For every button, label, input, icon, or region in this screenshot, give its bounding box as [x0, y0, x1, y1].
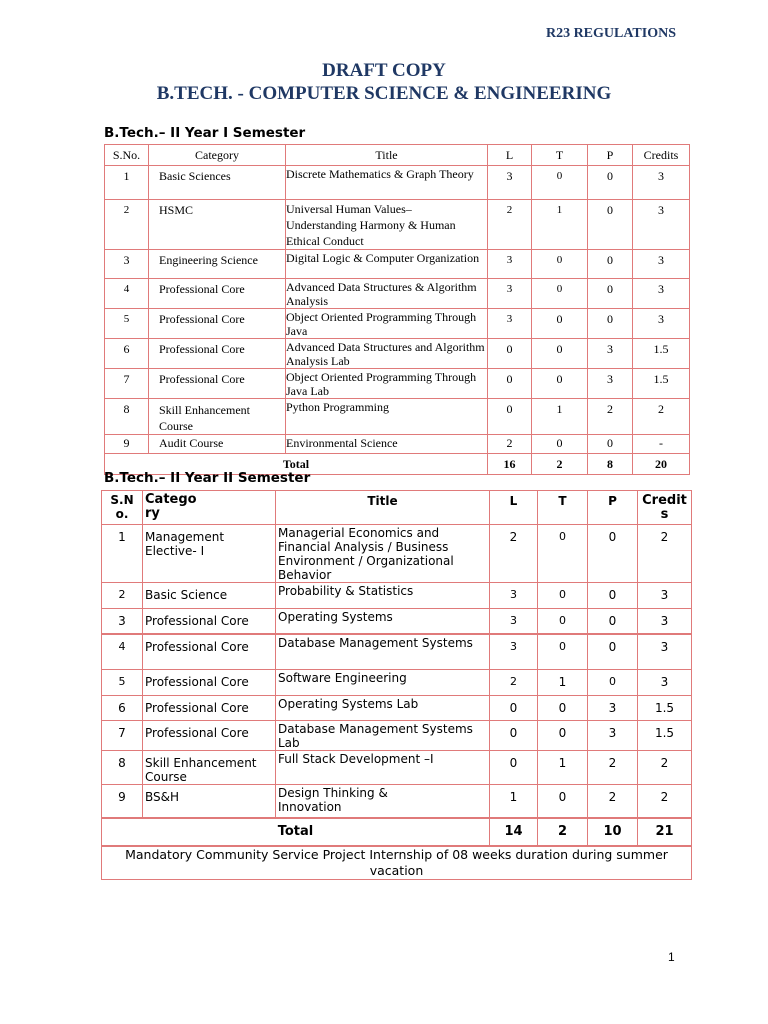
col-credits: Credits [638, 491, 692, 525]
sno-cell: 6 [105, 339, 149, 369]
t-cell: 0 [538, 696, 588, 721]
note-row [102, 846, 692, 880]
l-cell: 1 [490, 785, 538, 818]
sno-cell: 2 [105, 200, 149, 250]
sno-cell: 9 [102, 785, 143, 818]
semester-2-table [101, 490, 692, 880]
semester-1-heading: B.Tech.– II Year I Semester [104, 125, 306, 141]
credits-cell: 2 [633, 399, 690, 435]
table-header-row [102, 491, 692, 525]
category-cell: Professional Core [143, 609, 276, 634]
credits-cell: 1.5 [638, 696, 692, 721]
category-cell: Management Elective- I [143, 525, 276, 583]
table-row [105, 309, 690, 339]
sno-cell: 3 [102, 609, 143, 634]
l-cell: 0 [490, 721, 538, 751]
l-cell: 3 [490, 609, 538, 634]
sno-cell: 1 [105, 166, 149, 200]
sno-cell: 5 [102, 670, 143, 696]
credits-cell: 2 [638, 785, 692, 818]
l-cell: 2 [490, 670, 538, 696]
p-cell: 3 [588, 721, 638, 751]
t-cell: 0 [538, 583, 588, 609]
title-cell: Discrete Mathematics & Graph Theory [286, 166, 488, 200]
title-cell: Managerial Economics and Financial Analysis / Business Environment / Organizational Behavior [276, 525, 490, 583]
col-category [143, 491, 276, 525]
title-cell: Probability & Statistics [276, 583, 490, 609]
p-cell: 3 [588, 339, 633, 369]
t-cell: 0 [538, 721, 588, 751]
total-p: 8 [588, 454, 633, 475]
l-cell: 0 [488, 399, 532, 435]
title-cell: Advanced Data Structures & Algorithm Analysis [286, 279, 488, 309]
l-cell: 0 [488, 339, 532, 369]
credits-cell: 1.5 [633, 369, 690, 399]
credits-cell: 3 [633, 166, 690, 200]
category-cell: HSMC [149, 200, 286, 250]
p-cell: 0 [588, 166, 633, 200]
col-credits: Credits [633, 145, 690, 166]
sno-cell: 7 [105, 369, 149, 399]
table-header-row [105, 145, 690, 166]
table-row [102, 609, 692, 634]
t-cell: 0 [532, 309, 588, 339]
title-cell: Operating Systems Lab [276, 696, 490, 721]
total-credits: 20 [633, 454, 690, 475]
p-cell: 0 [588, 670, 638, 696]
sno-cell: 1 [102, 525, 143, 583]
category-cell: BS&H [143, 785, 276, 818]
category-cell: Professional Core [149, 369, 286, 399]
total-l: 16 [488, 454, 532, 475]
category-cell: Basic Sciences [149, 166, 286, 200]
table-row [105, 166, 690, 200]
title-cell [276, 785, 490, 818]
sno-cell: 8 [102, 751, 143, 785]
l-cell: 0 [488, 369, 532, 399]
table-row [105, 279, 690, 309]
table-row [105, 399, 690, 435]
sno-cell: 5 [105, 309, 149, 339]
t-cell: 1 [538, 670, 588, 696]
credits-cell: 1.5 [633, 339, 690, 369]
t-cell: 0 [532, 250, 588, 279]
col-t: T [532, 145, 588, 166]
p-cell: 2 [588, 785, 638, 818]
l-cell: 2 [488, 200, 532, 250]
col-category: Category [149, 145, 286, 166]
sno-cell: 8 [105, 399, 149, 435]
category-cell: Professional Core [143, 696, 276, 721]
t-cell: 0 [532, 435, 588, 454]
title-cell: Universal Human Values– Understanding Harmony & Human Ethical Conduct [286, 200, 488, 250]
p-cell: 0 [588, 200, 633, 250]
credits-cell: 3 [638, 670, 692, 696]
table-row [105, 339, 690, 369]
category-cell: Professional Core [149, 279, 286, 309]
p-cell: 0 [588, 583, 638, 609]
l-cell: 3 [488, 166, 532, 200]
p-cell: 0 [588, 250, 633, 279]
category-cell: Professional Core [143, 670, 276, 696]
sno-cell: 4 [102, 634, 143, 670]
internship-note: Mandatory Community Service Project Internship of 08 weeks duration during summer vacation [102, 846, 692, 880]
sno-cell: 3 [105, 250, 149, 279]
draft-copy-title: DRAFT COPY [322, 60, 446, 81]
credits-cell: 2 [638, 525, 692, 583]
credits-cell: 3 [638, 583, 692, 609]
l-cell: 2 [490, 525, 538, 583]
total-label: Total [102, 818, 490, 846]
total-l: 14 [490, 818, 538, 846]
table-row [105, 369, 690, 399]
title-cell: Object Oriented Programming Through Java [286, 309, 488, 339]
sno-cell: 4 [105, 279, 149, 309]
col-t: T [538, 491, 588, 525]
semester-1-table [104, 144, 690, 475]
t-cell: 0 [538, 525, 588, 583]
table-row [102, 751, 692, 785]
credits-cell: 1.5 [638, 721, 692, 751]
p-cell: 0 [588, 634, 638, 670]
table-row [102, 670, 692, 696]
table-row [102, 583, 692, 609]
credits-cell: 3 [633, 200, 690, 250]
t-cell: 1 [538, 751, 588, 785]
total-credits: 21 [638, 818, 692, 846]
total-p: 10 [588, 818, 638, 846]
col-title: Title [286, 145, 488, 166]
col-p: P [588, 145, 633, 166]
title-cell: Advanced Data Structures and Algorithm Analysis Lab [286, 339, 488, 369]
title-cell-text: Design Thinking & Innovation [278, 786, 388, 814]
l-cell: 2 [488, 435, 532, 454]
total-t: 2 [538, 818, 588, 846]
t-cell: 0 [532, 279, 588, 309]
credits-cell: 3 [638, 609, 692, 634]
credits-cell: 3 [633, 279, 690, 309]
title-cell: Environmental Science [286, 435, 488, 454]
col-l: L [490, 491, 538, 525]
category-cell: Professional Core [149, 309, 286, 339]
program-title: B.TECH. - COMPUTER SCIENCE & ENGINEERING [156, 83, 612, 104]
t-cell: 1 [532, 399, 588, 435]
t-cell: 0 [538, 634, 588, 670]
page-number: 1 [668, 950, 675, 964]
l-cell: 0 [490, 751, 538, 785]
col-sno: S.No. [102, 491, 143, 525]
p-cell: 0 [588, 435, 633, 454]
total-label: Total [105, 454, 488, 475]
t-cell: 0 [532, 339, 588, 369]
table-row [105, 200, 690, 250]
table-row [102, 696, 692, 721]
l-cell: 3 [490, 634, 538, 670]
category-cell: Professional Core [143, 721, 276, 751]
col-p: P [588, 491, 638, 525]
col-title: Title [276, 491, 490, 525]
p-cell: 0 [588, 279, 633, 309]
category-cell: Skill Enhancement Course [143, 751, 276, 785]
table-row [105, 435, 690, 454]
title-cell: Software Engineering [276, 670, 490, 696]
total-row [102, 818, 692, 846]
total-t: 2 [532, 454, 588, 475]
p-cell: 3 [588, 696, 638, 721]
title-cell: Database Management Systems Lab [276, 721, 490, 751]
credits-cell: 2 [638, 751, 692, 785]
sno-cell: 7 [102, 721, 143, 751]
table-row [105, 250, 690, 279]
title-cell: Full Stack Development –I [276, 751, 490, 785]
category-cell: Audit Course [149, 435, 286, 454]
category-cell: Professional Core [143, 634, 276, 670]
p-cell: 0 [588, 609, 638, 634]
title-cell: Object Oriented Programming Through Java Lab [286, 369, 488, 399]
l-cell: 3 [490, 583, 538, 609]
sno-cell: 6 [102, 696, 143, 721]
category-cell: Basic Science [143, 583, 276, 609]
sno-cell: 9 [105, 435, 149, 454]
title-cell: Digital Logic & Computer Organization [286, 250, 488, 279]
category-cell: Skill Enhancement Course [149, 399, 286, 435]
t-cell: 0 [532, 369, 588, 399]
col-category-label: Category [145, 492, 197, 521]
p-cell: 2 [588, 751, 638, 785]
category-cell: Engineering Science [149, 250, 286, 279]
t-cell: 0 [538, 609, 588, 634]
t-cell: 0 [532, 166, 588, 200]
col-l: L [488, 145, 532, 166]
table-row [102, 634, 692, 670]
title-cell: Python Programming [286, 399, 488, 435]
table-row [102, 525, 692, 583]
p-cell: 0 [588, 525, 638, 583]
p-cell: 0 [588, 309, 633, 339]
table-row [102, 721, 692, 751]
title-cell: Operating Systems [276, 609, 490, 634]
regulation-label: R23 REGULATIONS [545, 26, 676, 41]
l-cell: 3 [488, 309, 532, 339]
p-cell: 3 [588, 369, 633, 399]
credits-cell: - [633, 435, 690, 454]
p-cell: 2 [588, 399, 633, 435]
table-row [102, 785, 692, 818]
t-cell: 1 [532, 200, 588, 250]
t-cell: 0 [538, 785, 588, 818]
credits-cell: 3 [638, 634, 692, 670]
category-cell: Professional Core [149, 339, 286, 369]
l-cell: 0 [490, 696, 538, 721]
l-cell: 3 [488, 279, 532, 309]
title-cell: Database Management Systems [276, 634, 490, 670]
col-sno: S.No. [105, 145, 149, 166]
l-cell: 3 [488, 250, 532, 279]
sno-cell: 2 [102, 583, 143, 609]
credits-cell: 3 [633, 309, 690, 339]
credits-cell: 3 [633, 250, 690, 279]
semester-2-heading: B.Tech.– II Year II Semester [104, 470, 311, 486]
